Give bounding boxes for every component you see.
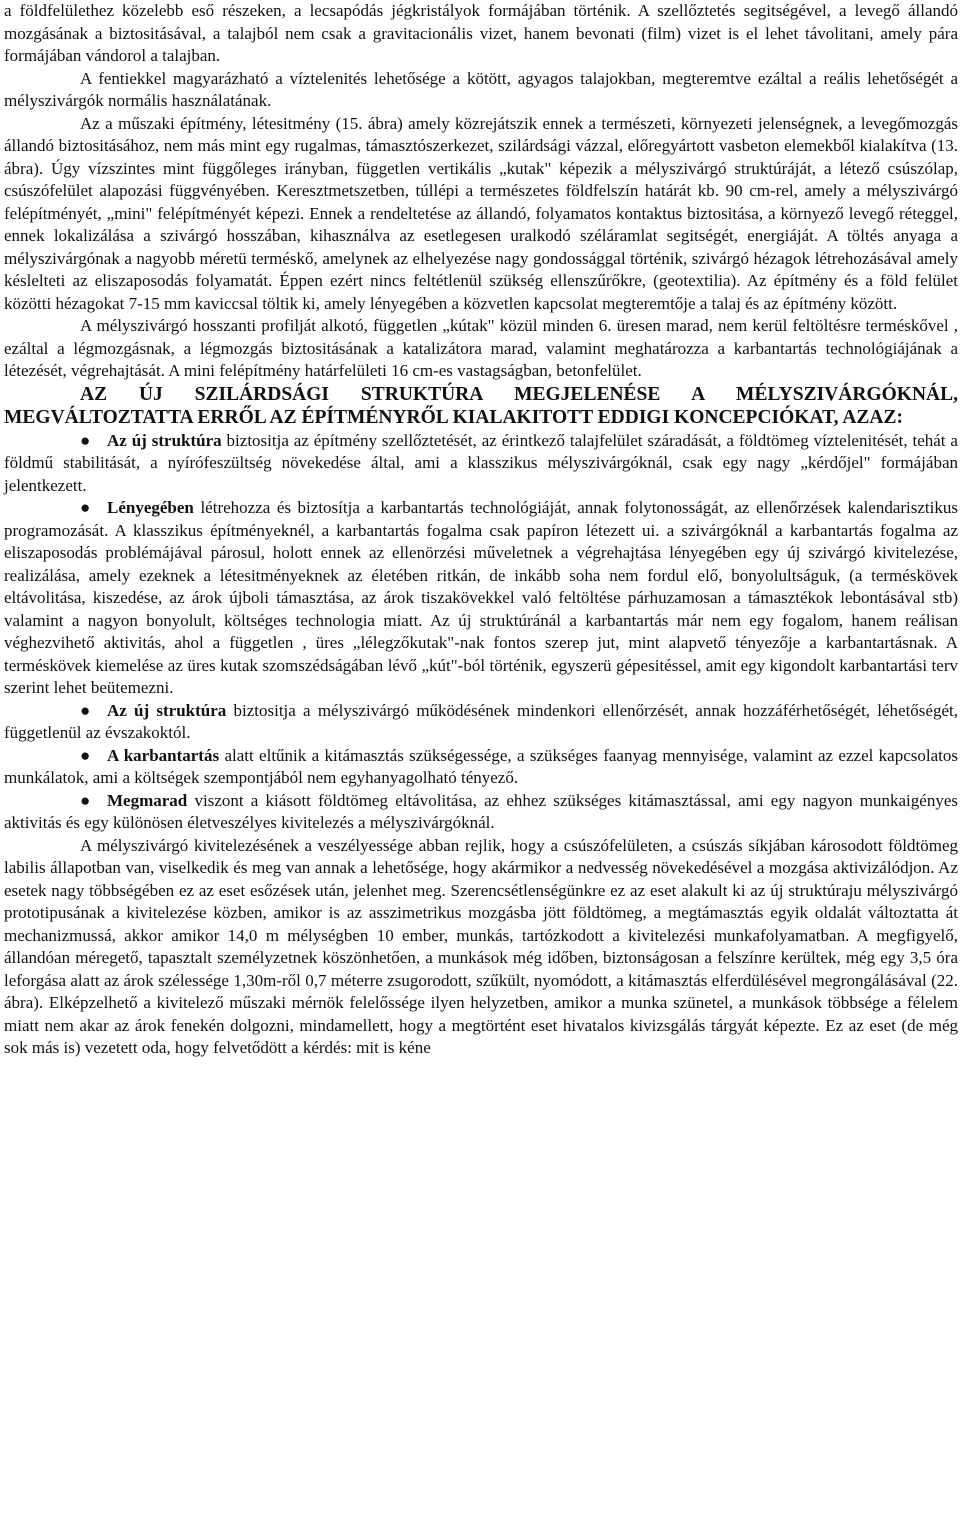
bullet-4-text: alatt eltűnik a kitámasztás szükségessége, a szükséges faanyag mennyisége, valamint az ezzel kapcsolatos munkálatok, ami a költségek szempontjából nem egyhanyagolható tényező.	[4, 745, 958, 787]
bullet-dot-icon: ●	[80, 430, 91, 450]
bullet-3-bold: Az új struktúra	[107, 700, 227, 720]
bullet-5-text: viszont a kiásott földtömeg eltávolitása, az ehhez szükséges kitámasztással, ami egy nagyon munkaigényes aktivitás és egy különösen életveszélyes kivitelezés a mélyszivárgóknál.	[4, 790, 958, 832]
bullet-5-bold: Megmarad	[107, 790, 188, 810]
bullet-1-bold: Az új struktúra	[107, 430, 222, 450]
paragraph-2: A fentiekkel magyarázható a víztelenités lehetősége a kötött, agyagos talajokban, megteremtve ezáltal a reális lehetőségét a mélyszivárgók normális használatának.	[4, 68, 958, 110]
bullet-item-1	[4, 430, 958, 498]
section-heading: AZ ÚJ SZILÁRDSÁGI STRUKTÚRA MEGJELENÉSE A MÉLYSZIVÁRGÓKNÁL, MEGVÁLTOZTATTA ERRŐL AZ ÉPÍTMÉNYRŐL KIALAKITOTT EDDIGI KONCEPCIÓKAT, AZAZ:	[4, 383, 958, 428]
bullet-3-text: biztositja a mélyszivárgó működésének mindenkori ellenőrzését, annak hozzáférhetőségét, léhetőségét, függetlenül az évszakoktól.	[4, 700, 958, 742]
paragraph-5: A mélyszivárgó kivitelezésének a veszélyessége abban rejlik, hogy a csúszófelületen, a csúszás síkjában károsodott földtömeg labilis állapotban van, viselkedik és meg van annak a lehetősége, hogy akármikor a nedvesség növekedésével a mozgása aktivizálódjon. Az esetek nagy többségében ez az eset esőzések után, jelenhet meg. Szerencsétlenségünkre ez az eset alakult ki az új struktúraju mélyszivárgó prototipusának a kivitelezése közben, amikor is az asszimetrikus mozgásba jött földtömeg, a megtámasztás egyik oldalát változtatta át mechanizmussá, akkor amikor 14,0 m mélységben 10 ember, munkás, tartózkodott a kivitelezési munkafolyamatban. A megfigyelő, állandóan méregető, tapasztalt személyzetnek köszönhetően, a munkások még időben, biztonságosan a felszínre kerültek, még egy 3,5 óra leforgása alatt az árok szélessége 1,30m-ről 0,7 méterre zsugorodott, szűkült, nyomódott, a kitámasztás elferdülésével megrongálásával (22. ábra). Elképzelhető a kivitelező műszaki mérnök felelőssége ilyen helyzetben, amikor a munka szünetel, a munkások többsége a félelem miatt nem akar az árok fenekén dolgozni, mindamellett, hogy a megtörtént eset hivatalos kivizsgálás tárgyát képezte. Ez az eset (de még sok más is) vezetett oda, hogy felvetődött a kérdés: mit is kéne	[4, 835, 958, 1057]
paragraph-1: a földfelülethez közelebb eső részeken, a lecsapódás jégkristályok formájában történik. A szellőztetés segitségével, a levegő állandó mozgásának a biztositásával, a talajból nem csak a gravitacionális vizet, hanem bevonati (film) vizet is el lehet távolitani, amely pára formájában vándorol a talajban.	[4, 1, 958, 65]
bullet-item-2	[4, 497, 958, 700]
paragraph-4: A mélyszivárgó hosszanti profilját alkotó, független „kútak" közül minden 6. üresen marad, nem kerül feltöltésre terméskővel , ezáltal a légmozgásnak, a légmozgás biztositásának a katalizátora marad, valamint meghatározza a karbantartás technológiájának a létezését, végrehajtását. A mini felépítmény határfelületi 16 cm-es vastagságban, betonfelület.	[4, 316, 958, 380]
paragraph-3: Az a műszaki építmény, létesitmény (15. ábra) amely közrejátszik ennek a természeti, környezeti jelenségnek, a levegőmozgás állandó biztositásához, nem más mint egy rugalmas, támasztószerkezet, szilárdsági vázzal, előregyártott vasbeton elemekből kialakítva (13. ábra). Úgy vízszintes mint függőleges irányban, független vertikális „kutak" képezik a mélyszivárgó struktúráját, a létező csúszólap, csúszófelület alapozási függvényében. Keresztmetszetben, túllépi a természetes földfelszín határát kb. 90 cm-rel, amely a mélyszivárgó felépítményét, „mini" felépítményét képezi. Ennek a rendeltetése az állandó, folyamatos kontaktus biztositása, a környező levegő réteggel, ennek lokalizálása a szivárgó hosszában, kihasználva az esetlegesen uralkodó széláramlat segitségét, energiáját. A töltés anyaga a mélyszivárgónak a nagyobb méretü terméskő, amelynek az elhelyezése nagy gondossággal történik, szivárgó hézagok létrehozásával amely késlelteti az eliszaposodás folyamatát. Éppen ezért nincs feltétlenül szükség ellenszűrőkre, (geotextilia). Az építmény és a föld felület közötti hézagokat 7-15 mm kaviccsal töltik ki, amely lényegében a közvetlen kapcsolat megteremtője a talaj és az építmény között.	[4, 113, 958, 313]
document-page	[4, 0, 958, 1060]
bullet-2-text: létrehozza és biztosítja a karbantartás technológiáját, annak folytonosságát, az ellenőrzések kalendarisztikus programozását. A klasszikus építményeknél, a karbantartás fogalma csak papíron létezett ui. a szivárgóknál a karbantartás fogalma az eliszaposodás problémájával párosul, holott ennek az ellenörzési műveletnek a végrehajtása lényegében egy új szivárgó kivitelezése, realizálása, amely ezeknek a létesitményeknek az életében ritkán, de inkább soha nem fordul elő, bonyolultságuk, (a terméskövek eltávolitása, kiszedése, az árok újboli támasztása, az árok tiszakövekkel való feltöltése párhuzamosan a támasztékok lebontásával stb) valamint a nagyon bonyolult, költséges technologia miatt. Az új struktúránál a karbantartás már nem egy fogalom, hanem reálisan véghezvihető aktivitás, ahol a független , üres „lélegzőkutak"-nak fontos szerep jut, mint alapvető tényezője a karbantartásnak. A terméskövek kiemelése az üres kutak szomszédságában lévő „kút"-ból történik, egyszerü gépesitéssel, amit egy kigondolt karbantartási terv szerint lehet beütemezni.	[4, 498, 958, 697]
bullet-2-bold: Lényegében	[107, 498, 194, 517]
bullet-item-5	[4, 790, 958, 835]
bullet-item-3	[4, 700, 958, 745]
bullet-dot-icon: ●	[80, 700, 91, 720]
bullet-item-4	[4, 745, 958, 790]
bullet-1-text: biztositja az építmény szellőztetését, az érintkező talajfelület száradását, a földtömeg víztelenitését, tehát a földmű stabilitását, a nyírófeszültség növekedése által, ami a klasszikus mélyszivárgóknál, csak egy nagy „kérdőjel" formájában jelentkezett.	[4, 430, 958, 495]
bullet-dot-icon: ●	[80, 790, 91, 810]
bullet-dot-icon: ●	[80, 498, 91, 517]
bullet-dot-icon: ●	[80, 745, 91, 765]
bullet-4-bold: A karbantartás	[107, 745, 220, 765]
